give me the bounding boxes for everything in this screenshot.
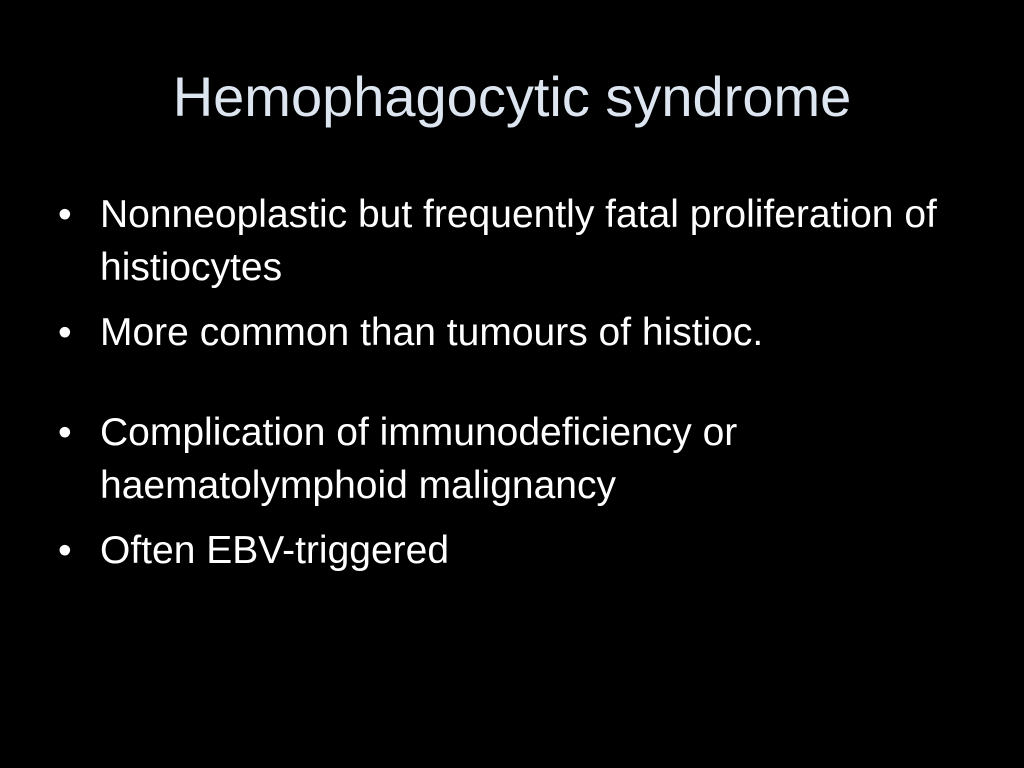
bullet-marker-icon: •: [58, 311, 72, 354]
bullet-text: Nonneoplastic but frequently fatal proliferation of histiocytes: [100, 193, 937, 289]
bullet-marker-icon: •: [58, 193, 72, 236]
bullet-item: [58, 188, 958, 294]
bullet-text: Often EBV-triggered: [100, 529, 450, 572]
bullet-marker-icon: •: [58, 411, 72, 454]
slide-title: Hemophagocytic syndrome: [172, 65, 852, 128]
bullet-list: [58, 188, 958, 589]
bullet-text: More common than tumours of histioc.: [100, 311, 764, 354]
bullet-item: [58, 406, 958, 512]
bullet-item: [58, 524, 958, 577]
bullet-text: Complication of immunodeficiency or haematolymphoid malignancy: [100, 411, 738, 507]
bullet-marker-icon: •: [58, 529, 72, 572]
bullet-item: [58, 306, 958, 359]
